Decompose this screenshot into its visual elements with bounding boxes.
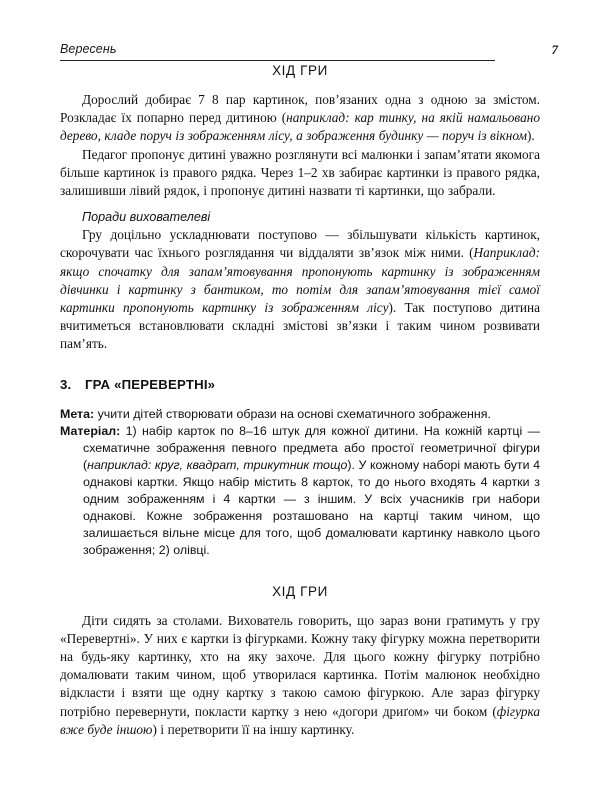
heading-game-perevertni bbox=[60, 376, 540, 394]
running-header bbox=[60, 42, 558, 64]
header-rule bbox=[60, 60, 495, 61]
paragraph-italic-example: наприклад: кар тинку, на якій намальовано дерево, кладе поруч із зображенням лісу, а зображення будинку — поруч із вікном bbox=[60, 110, 540, 144]
spacer bbox=[60, 80, 540, 91]
paragraph-complicate-game bbox=[60, 226, 540, 353]
game-title: ГРА «ПЕРЕВЕРТНІ» bbox=[85, 376, 216, 392]
paragraph-children-sit bbox=[60, 612, 540, 739]
text-column bbox=[60, 62, 540, 739]
material-italic-example: наприклад: круг, квадрат, трикутник тощо bbox=[87, 457, 348, 472]
paragraph-italic-example: фігурка вже буде іншою bbox=[60, 703, 540, 737]
meta-text: учити дітей створювати образи на основі схематичного зображення. bbox=[94, 406, 491, 421]
header-section-title: Вересень bbox=[60, 42, 117, 56]
spacer bbox=[60, 394, 540, 406]
heading-hid-gry-1: ХІД ГРИ bbox=[272, 63, 328, 78]
paragraph-text: Діти сидять за столами. Вихователь говорить, що зараз вони гратимуть у гру «Перевертні». У них є картки із фігурками. Кожну таку фігурку можна перетворити на будь-яку картинку, хто на яку захоче. Для цього кожну фігурку потрібно домалювати таким чином, щоб утворилася картинка. Потім малюнок необхідно відкласти і взяти ще одну картку з такою самою фігуркою. Але зараз фігурку потрібно перевернути, покласти картку з нею «догори дриґом» чи боком ( bbox=[60, 612, 540, 719]
paragraph-text: Дорослий добирає 7 8 пар картинок, пов’язаних одна з одною за змістом. Розкладає їх попарно перед дитиною ( bbox=[60, 92, 540, 126]
paragraph-text-tail: ). Так поступово дитина вчитиметься встановлювати складні змістові зв’язки і таким чином розвивати пам’ять. bbox=[60, 300, 540, 352]
subheading-advice: Поради вихователеві bbox=[82, 210, 211, 225]
paragraph-text: Гру доцільно ускладнювати поступово — збільшувати кількість картинок, скорочувати час їхнього розглядання чи віддаляти зв’язок між ними. ( bbox=[60, 227, 540, 261]
paragraph-adult-selects bbox=[60, 91, 540, 146]
spacer bbox=[60, 200, 540, 208]
paragraph-italic-example: Наприклад: якщо спочатку для запам’ятовування пропонують картинку із зображенням дівчинки і картинку з бантиком, то потім для запам’ятовування тієї самої картинки пропонують картинку із зображенням лісу bbox=[60, 245, 540, 316]
spacer bbox=[60, 601, 540, 612]
material-text: 1) набір карток по 8–16 штук для кожної дитини. На кожній картці — схематичне зображення певного предмета або простої геометричної фігури ( bbox=[83, 423, 540, 472]
spacer bbox=[60, 559, 540, 583]
paragraph-teacher-offers: Педагог пропонує дитині уважно розглянути всі малюнки і запам’ятати якомога більше картинок із правого рядка. Через 1–2 хв забирає картинки із правого рядка, залишивши лівий рядок, і пропонує дитині назвати ті картинки, що забрали. bbox=[60, 146, 540, 199]
page-number: 7 bbox=[551, 42, 558, 57]
paragraph-text-tail: ). bbox=[526, 128, 535, 144]
paragraph-meta bbox=[60, 406, 540, 423]
game-number: 3. bbox=[60, 376, 72, 392]
spacer bbox=[60, 354, 540, 376]
paragraph-material bbox=[60, 423, 540, 559]
meta-label: Мета: bbox=[60, 406, 95, 421]
paragraph-text-tail: ) і перетворити її на іншу картинку. bbox=[152, 721, 355, 737]
material-text-tail: ). У кожному наборі мають бути 4 однакові картки. Якщо набір містить 8 карток, то до нього входять 4 картки з одним зображенням і 4 картки — з іншим. У всіх учасників гри набори однакові. Кожне зображення розташовано на картці таким чином, що залишається вільне місце для того, щоб домалювати картинку навколо цього зображення; 2) олівці. bbox=[83, 457, 540, 557]
material-label: Матеріал: bbox=[60, 423, 121, 438]
heading-hid-gry-2: ХІД ГРИ bbox=[272, 583, 328, 599]
